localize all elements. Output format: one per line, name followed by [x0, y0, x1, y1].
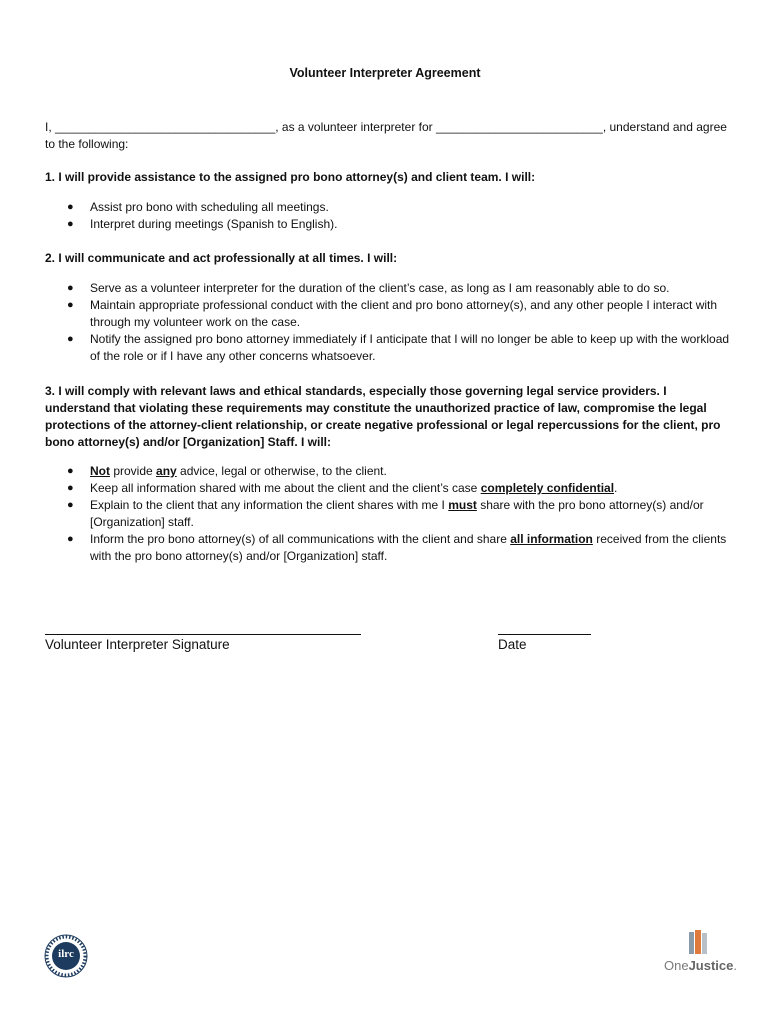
section-2-heading: 2. I will communicate and act professionally at all times. I will: [45, 251, 398, 265]
bullet-icon: ● [67, 465, 74, 477]
section-3-heading: 3. I will comply with relevant laws and ethical standards, especially those governing legal service providers. I understand that violating these requirements may constitute the unauthorized practice of law, compromise the legal protections of the attorney-client relationship, or create negative professional or legal repercussions for the client, pro bono attorney(s) and/or [Organization] Staff. I will: [45, 384, 721, 449]
document-title: Volunteer Interpreter Agreement [289, 66, 481, 80]
bullet-icon: ● [67, 499, 74, 511]
signature-line[interactable] [45, 634, 361, 635]
list-item: ● Assist pro bono with scheduling all meetings. [67, 200, 329, 214]
section-1-heading: 1. I will provide assistance to the assigned pro bono attorney(s) and client team. I will: [45, 170, 536, 184]
section-3-list [45, 463, 735, 565]
list-item: ● Keep all information shared with me about the client and the client’s case completely confidential. [67, 481, 618, 495]
section-2-list [45, 280, 735, 365]
bullet-icon: ● [67, 218, 74, 230]
bullet-icon: ● [67, 282, 74, 294]
list-item: ● Inform the pro bono attorney(s) of all communications with the client and share all information received from the clients with the pro bono attorney(s) and/or [Organization] staff. [67, 532, 727, 563]
ilrc-logo-text: ilrc [58, 948, 74, 960]
date-label: Date [498, 637, 527, 652]
bullet-icon: ● [67, 482, 74, 494]
list-item: ● Serve as a volunteer interpreter for the duration of the client’s case, as long as I am reasonably able to do so. [67, 281, 670, 295]
bullet-icon: ● [67, 201, 74, 213]
onejustice-logo [664, 928, 736, 978]
books-icon [664, 928, 736, 958]
section-1-list [45, 199, 735, 233]
onejustice-wordmark: OneJustice. [664, 958, 738, 973]
date-line[interactable] [498, 634, 591, 635]
bullet-icon: ● [67, 533, 74, 545]
bullet-icon: ● [67, 299, 74, 311]
bullet-icon: ● [67, 333, 74, 345]
signature-label: Volunteer Interpreter Signature [45, 637, 230, 652]
list-item: ● Maintain appropriate professional conduct with the client and pro bono attorney(s), and any other people I interact with through my volunteer work on the case. [67, 298, 718, 329]
list-item: ● Not provide any advice, legal or otherwise, to the client. [67, 464, 387, 478]
list-item: ● Explain to the client that any information the client shares with me I must share with the pro bono attorney(s) and/or [Organization] staff. [67, 498, 704, 529]
list-item: ● Interpret during meetings (Spanish to English). [67, 217, 338, 231]
intro-paragraph: I, _________________________________, as a volunteer interpreter for _________________________, understand and agree to the following: [45, 120, 727, 151]
list-item: ● Notify the assigned pro bono attorney immediately if I anticipate that I will no longer be able to keep up with the workload of the role or if I have any other concerns whatsoever. [67, 332, 730, 363]
ilrc-logo [44, 934, 88, 978]
